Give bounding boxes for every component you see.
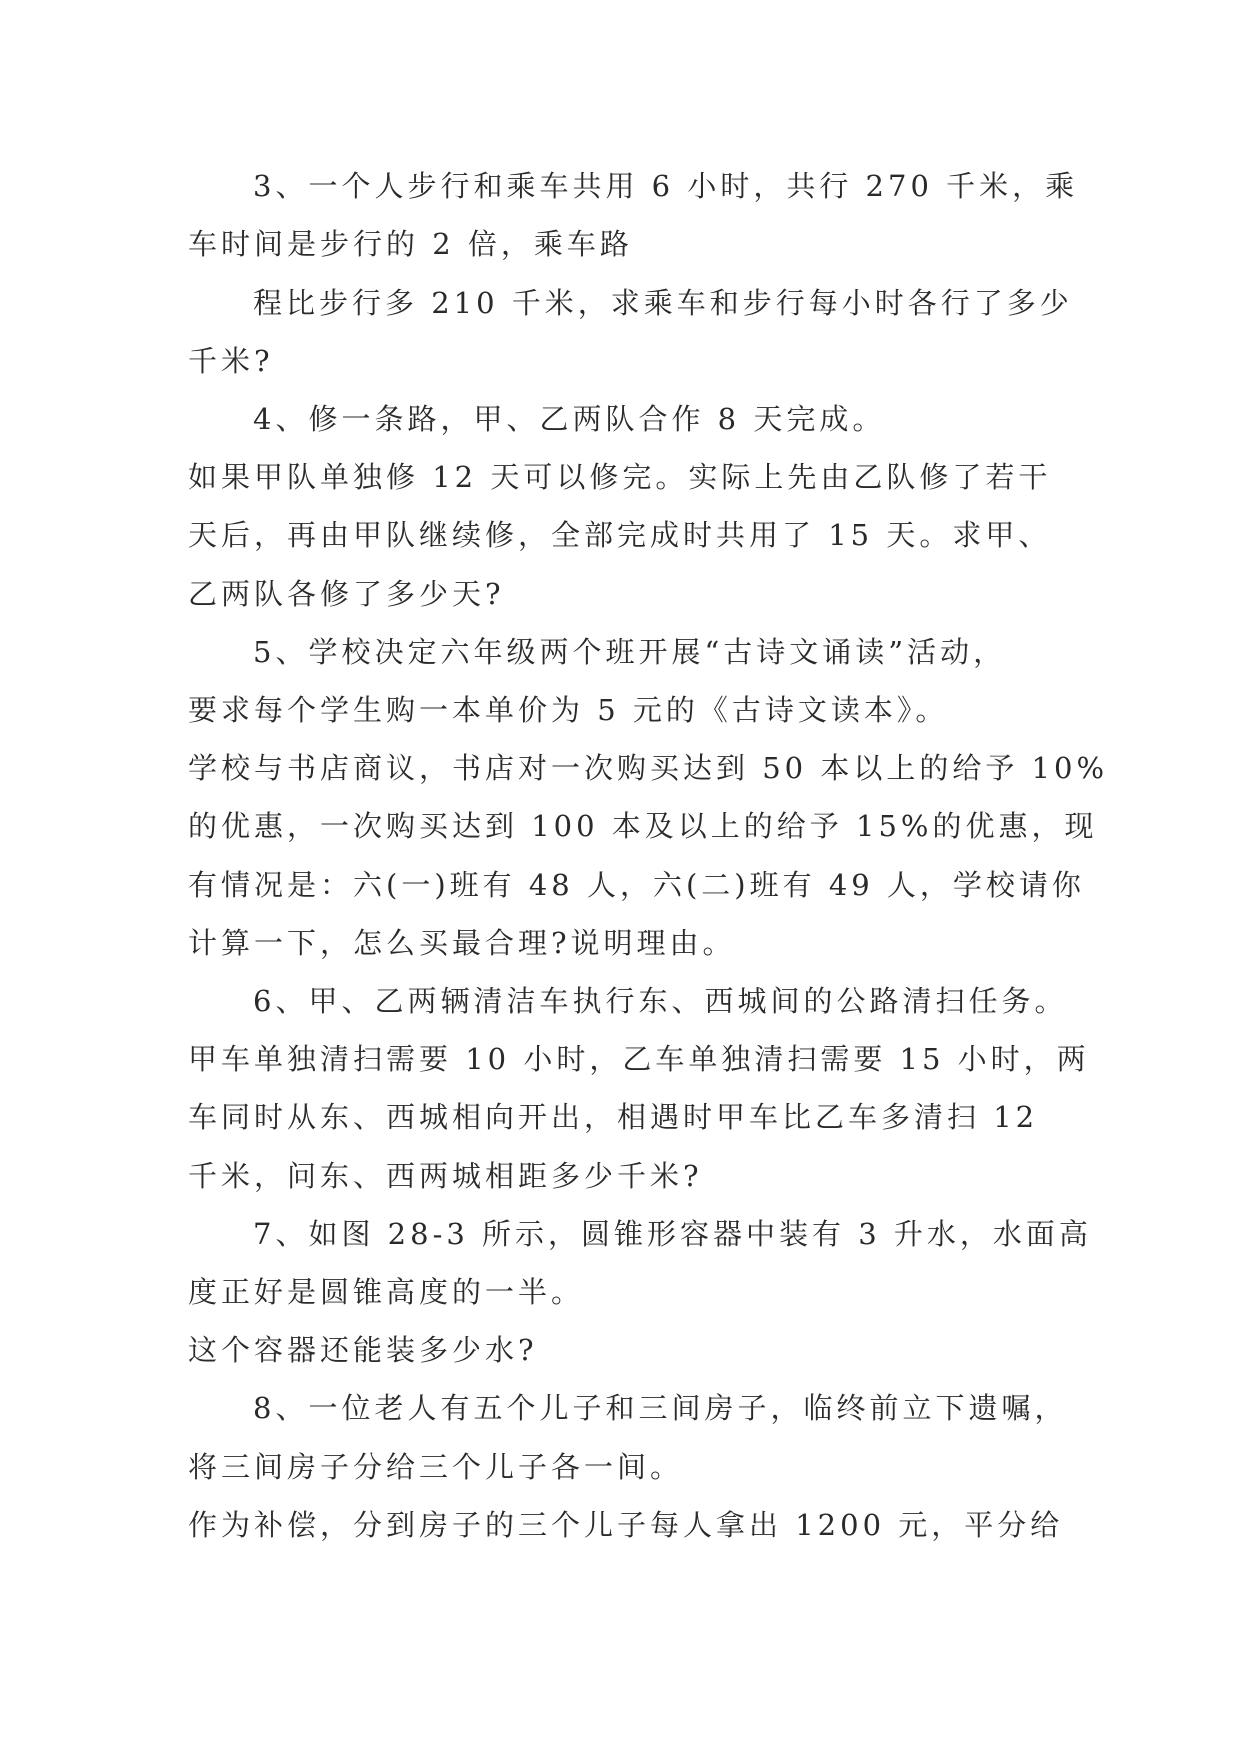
problem-7-line-1: 7、如图 28-3 所示，圆锥形容器中装有 3 升水，水面高 xyxy=(253,1217,1092,1251)
problem-5-line-1: 5、学校决定六年级两个班开展“古诗文诵读”活动， xyxy=(253,635,1007,669)
problem-8-line-2: 将三间房子分给三个儿子各一间。 xyxy=(188,1450,684,1484)
problem-5-line-5: 有情况是：六(一)班有 48 人，六(二)班有 49 人，学校请你 xyxy=(188,868,1085,902)
problem-4-line-1: 4、修一条路，甲、乙两队合作 8 天完成。 xyxy=(253,402,886,436)
problem-6-line-2: 甲车单独清扫需要 10 小时，乙车单独清扫需要 15 小时，两 xyxy=(188,1042,1090,1076)
problem-3-line-1: 3、一个人步行和乘车共用 6 小时，共行 270 千米，乘 xyxy=(253,169,1079,203)
problem-5-line-4: 的优惠，一次购买达到 100 本及以上的给予 15%的优惠，现 xyxy=(188,809,1098,843)
problem-3-line-3: 程比步行多 210 千米，求乘车和步行每小时各行了多少 xyxy=(253,286,1073,320)
problem-5-line-3: 学校与书店商议，书店对一次购买达到 50 本以上的给予 10% xyxy=(188,751,1109,785)
problem-4-line-2: 如果甲队单独修 12 天可以修完。实际上先由乙队修了若干 xyxy=(188,460,1052,494)
problem-3-line-2: 车时间是步行的 2 倍，乘车路 xyxy=(188,227,633,261)
problem-6-line-3: 车同时从东、西城相向开出，相遇时甲车比乙车多清扫 12 xyxy=(188,1100,1039,1134)
problem-5-line-6: 计算一下，怎么买最合理?说明理由。 xyxy=(188,926,736,960)
problem-6-line-1: 6、甲、乙两辆清洁车执行东、西城间的公路清扫任务。 xyxy=(253,984,1068,1018)
problem-5-line-2: 要求每个学生购一本单价为 5 元的《古诗文读本》。 xyxy=(188,693,949,727)
problem-7-line-2: 度正好是圆锥高度的一半。 xyxy=(188,1275,585,1309)
problem-8-line-1: 8、一位老人有五个儿子和三间房子，临终前立下遗嘱， xyxy=(253,1391,1068,1425)
problem-8-line-3: 作为补偿，分到房子的三个儿子每人拿出 1200 元，平分给 xyxy=(188,1508,1064,1542)
problem-4-line-4: 乙两队各修了多少天? xyxy=(188,577,505,611)
problem-4-line-3: 天后，再由甲队继续修，全部完成时共用了 15 天。求甲、 xyxy=(188,518,1052,552)
problem-7-line-3: 这个容器还能装多少水? xyxy=(188,1333,538,1367)
problem-6-line-4: 千米，问东、西两城相距多少千米? xyxy=(188,1159,703,1193)
problem-3-line-4: 千米? xyxy=(188,344,274,378)
